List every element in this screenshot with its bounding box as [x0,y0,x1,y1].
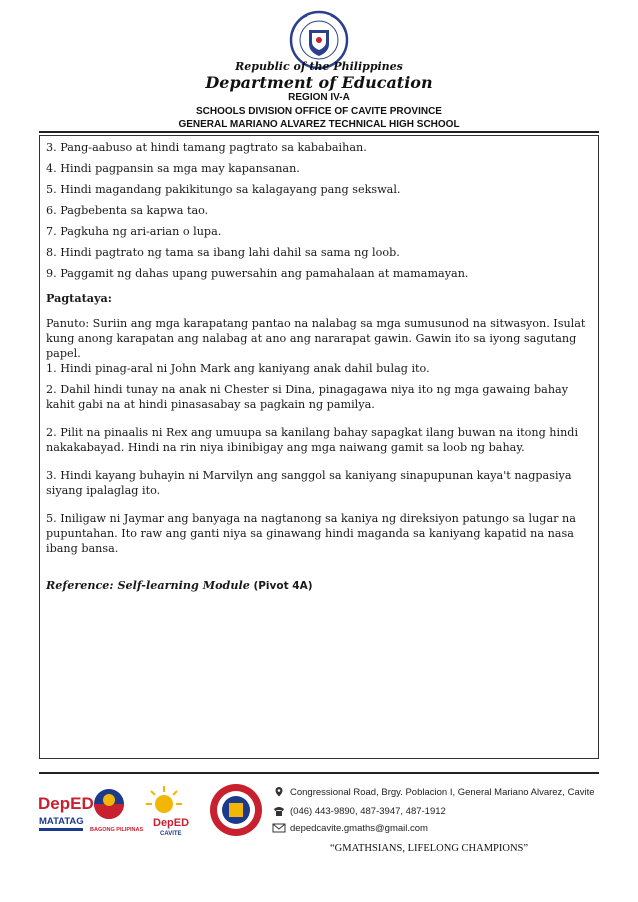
situation-item: 2. Dahil hindi tunay na anak ni Chester si Dina, pinagagawa niya ito ng mga gawaing bahay kahit gabi na at hindi pinasasabay sa pagkain ng pamilya. [46,383,569,411]
school-seal-logo [210,784,262,836]
republic-label: Republic of the Philippines [235,60,403,73]
department-title: Department of Education [205,73,433,92]
deped-matatag-logo [38,794,94,831]
cavite-text: CAVITE [160,831,182,837]
phone-line [272,805,446,817]
situation-item: 3. Hindi kayang buhayin ni Marvilyn ang sanggol sa kaniyang sinapupunan kaya't nagpasiya siyang ipalaglag ito. [46,469,572,497]
list-item: 6. Pagbebenta sa kapwa tao. [46,204,209,217]
school-name: GENERAL MARIANO ALVAREZ TECHNICAL HIGH SCHOOL [178,119,460,130]
school-motto: “GMATHSIANS, LIFELONG CHAMPIONS” [330,843,529,854]
reference-label: Reference: Self-learning Module [46,578,250,592]
location-pin-icon [272,786,286,798]
bagong-pilipinas-text: BAGONG PILIPINAS [90,827,144,833]
phone-text: (046) 443-9890, 487-3947, 487-1912 [290,805,446,817]
bagong-pilipinas-logo [90,789,144,833]
matatag-logo-text: MATATAG [39,816,84,827]
deped-logo-text: DepED [38,794,94,813]
list-item: 9. Paggamit ng dahas upang puwersahin ang pamahalaan at mamamayan. [46,267,469,280]
assessment-heading: Pagtataya: [46,291,112,305]
email-icon [272,822,286,834]
list-item: 8. Hindi pagtrato ng tama sa ibang lahi dahil sa sama ng loob. [46,246,400,259]
list-item: 5. Hindi magandang pakikitungo sa kalagayang pang sekswal. [46,183,401,196]
footer-logos [36,782,266,842]
list-item: 3. Pang-aabuso at hindi tamang pagtrato sa kababaihan. [46,141,367,154]
reference-detail: (Pivot 4A) [253,580,313,592]
division-label: SCHOOLS DIVISION OFFICE OF CAVITE PROVINCE [196,106,442,117]
reference-line [46,578,594,594]
situation-item: 5. Iniligaw ni Jaymar ang banyaga na nagtanong sa kaniya ng direksiyon patungo sa lugar na pupuntahan. Ito raw ang ganti niya sa ginawang hindi maganda sa kaniyang kapatid na nasa ibang bansa. [46,512,576,555]
footer-divider [39,772,599,774]
list-item: 4. Hindi pagpansin sa mga may kapansanan. [46,162,300,175]
phone-icon [272,805,286,817]
address-text: Congressional Road, Brgy. Poblacion I, General Mariano Alvarez, Cavite [290,786,595,798]
deped-cavite-logo [146,786,189,837]
address-line [272,786,595,798]
email-line [272,822,428,834]
situation-item: 2. Pilit na pinaalis ni Rex ang umuupa sa kanilang bahay sapagkat ilang buwan na itong hindi nakakabayad. Hindi na rin niya ibinibigay ang mga naiwang gamit sa loob ng bahay. [46,426,579,454]
situation-item: 1. Hindi pinag-aral ni John Mark ang kaniyang anak dahil bulag ito. [46,362,430,375]
document-body [46,140,594,594]
email-text: depedcavite.gmaths@gmail.com [290,822,428,834]
deped-cavite-text: DepED [153,817,190,829]
region-label: REGION IV-A [288,92,350,103]
list-item: 7. Pagkuha ng ari-arian o lupa. [46,225,222,238]
instructions-paragraph: Panuto: Suriin ang mga karapatang pantao na nalabag sa mga sumusunod na sitwasyon. Isulat kung anong karapatan ang nalabag at ano ang nararapat gawin. Gawin ito sa iyong sagutang papel. [46,317,586,360]
header-divider [39,131,599,133]
